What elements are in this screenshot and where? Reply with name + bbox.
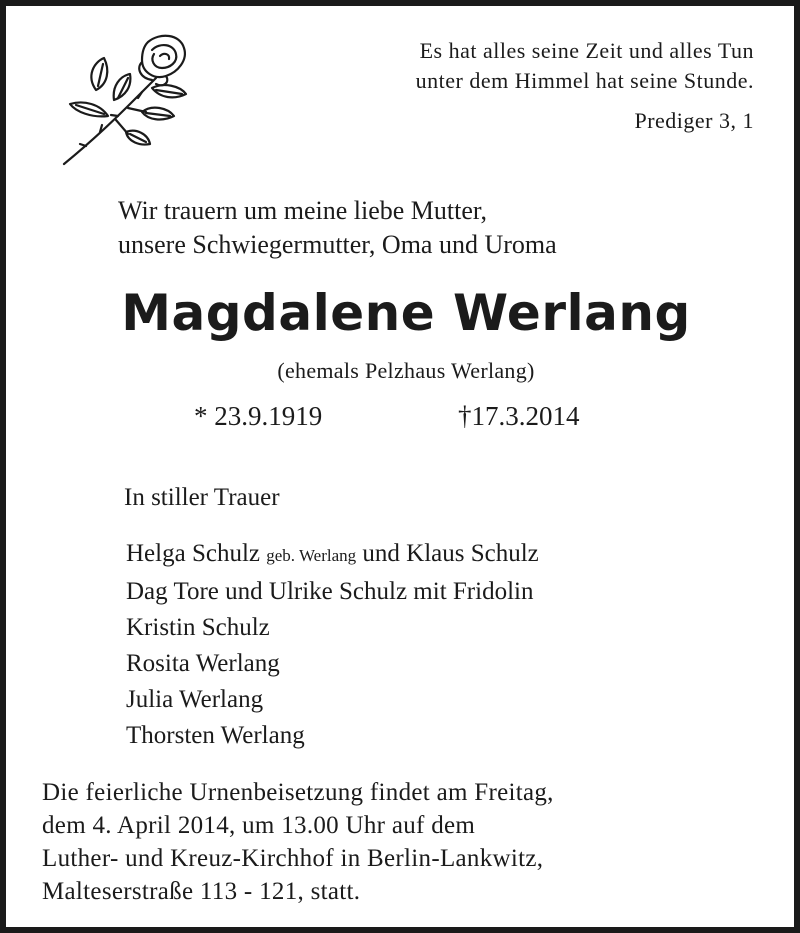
- funeral-line: Malteserstraße 113 - 121, statt.: [42, 878, 361, 905]
- mourner-nee: geb. Werlang: [266, 546, 357, 565]
- funeral-line: dem 4. April 2014, um 13.00 Uhr auf dem: [42, 812, 476, 839]
- mourner-item: Kristin Schulz: [126, 614, 270, 641]
- rose-icon: [56, 28, 206, 168]
- mourner-item: Dag Tore und Ulrike Schulz mit Fridolin: [126, 578, 534, 605]
- intro-line: unsere Schwiegermutter, Oma und Uroma: [118, 230, 557, 259]
- funeral-details: [42, 776, 554, 908]
- mourner-item: Julia Werlang: [126, 686, 264, 713]
- death-date: †17.3.2014: [458, 401, 580, 431]
- mourner-name: Helga Schulz: [126, 540, 260, 567]
- mourning-intro: [118, 194, 557, 262]
- mourners-list: [126, 536, 539, 754]
- funeral-line: Die feierliche Urnenbeisetzung findet am Freitag,: [42, 779, 554, 806]
- funeral-line: Luther- und Kreuz-Kirchhof in Berlin-Lankwitz,: [42, 845, 544, 872]
- deceased-formerly: (ehemals Pelzhaus Werlang): [277, 358, 535, 383]
- life-dates: [6, 401, 800, 437]
- verse-source: Prediger 3, 1: [634, 108, 754, 133]
- mourner-item: Rosita Werlang: [126, 650, 280, 677]
- intro-line: Wir trauern um meine liebe Mutter,: [118, 196, 488, 225]
- verse-line: Es hat alles seine Zeit und alles Tun: [419, 38, 754, 63]
- mourner-name: und Klaus Schulz: [362, 540, 539, 567]
- mourner-item: [126, 536, 539, 574]
- birth-date: * 23.9.1919: [194, 401, 323, 431]
- deceased-name: Magdalene Werlang: [121, 284, 691, 342]
- bible-verse: [416, 36, 754, 96]
- mourner-item: Thorsten Werlang: [126, 722, 305, 749]
- verse-line: unter dem Himmel hat seine Stunde.: [415, 68, 754, 93]
- grief-line: In stiller Trauer: [124, 484, 280, 511]
